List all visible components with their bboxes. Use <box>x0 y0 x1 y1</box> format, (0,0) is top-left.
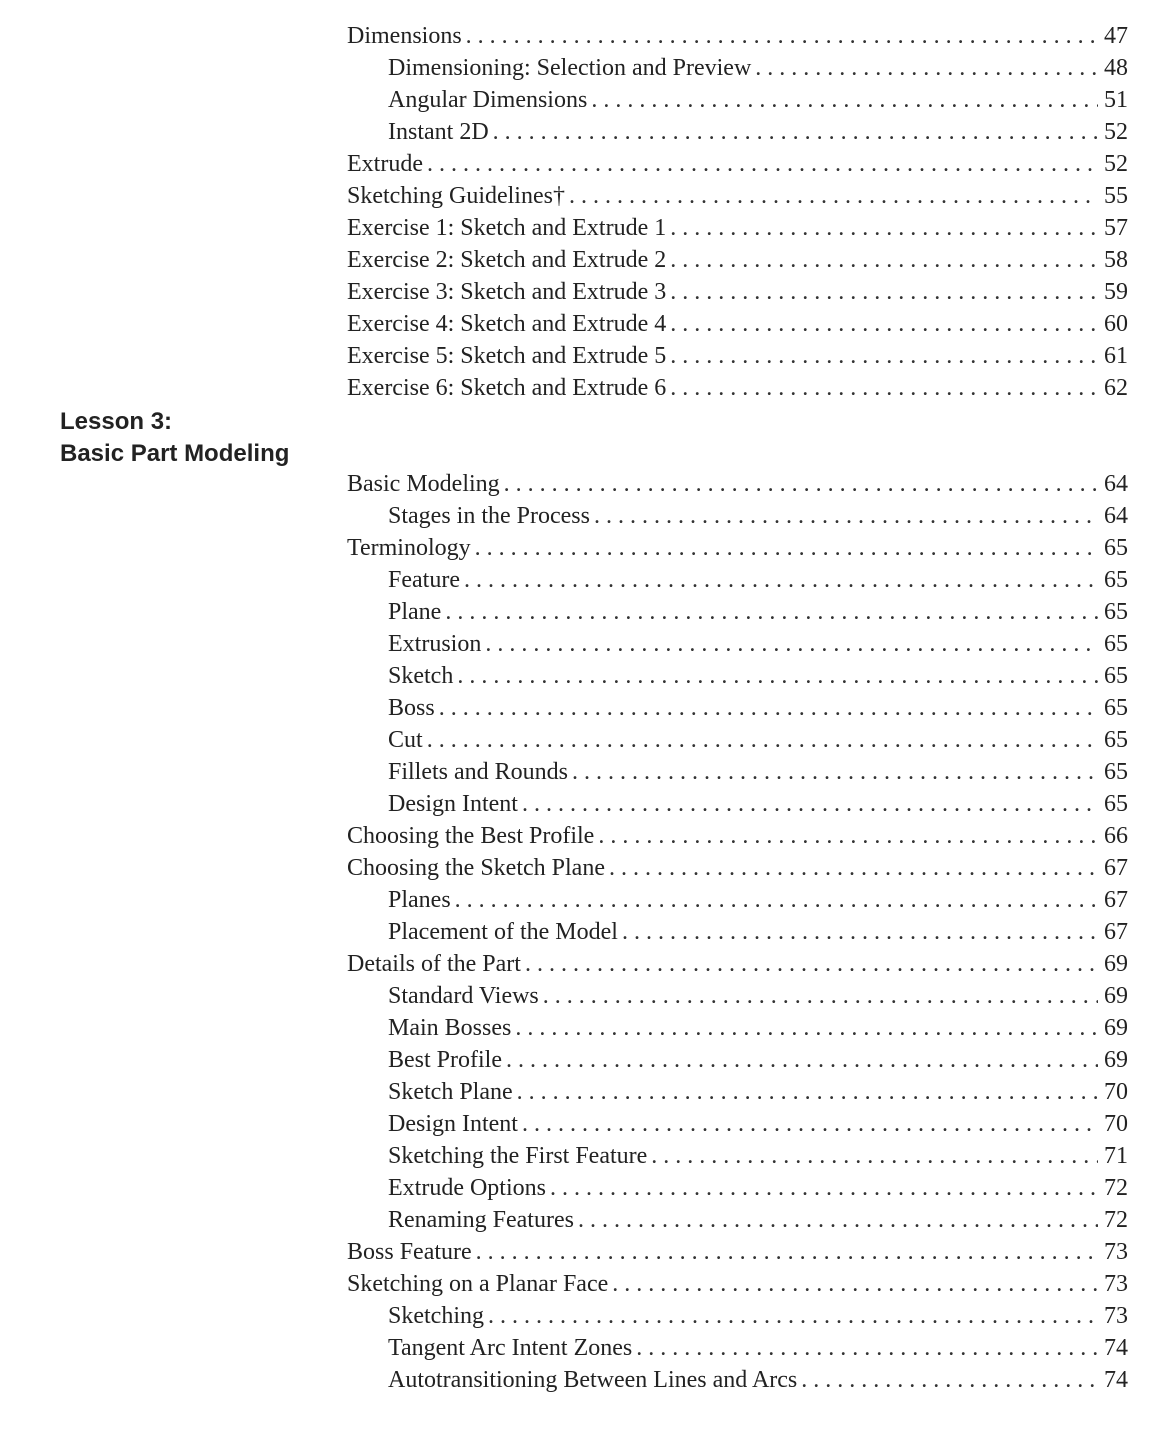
dot-leader <box>522 788 1098 820</box>
dot-leader <box>515 1012 1098 1044</box>
toc-entry-page-number: 73 <box>1104 1239 1128 1265</box>
lesson-heading <box>60 406 289 470</box>
dot-leader <box>569 180 1098 212</box>
toc-entry-title: Dimensions <box>347 23 462 49</box>
toc-entry-title: Angular Dimensions <box>388 87 588 113</box>
toc-subentry[interactable] <box>347 1364 1128 1396</box>
toc-entry-title: Placement of the Model <box>388 919 618 945</box>
toc-list-previous-lesson <box>347 20 1128 404</box>
dot-leader <box>427 148 1098 180</box>
toc-entry[interactable] <box>347 852 1128 884</box>
toc-entry-page-number: 65 <box>1104 631 1128 657</box>
toc-entry-page-number: 72 <box>1104 1175 1128 1201</box>
toc-subentry[interactable] <box>347 916 1128 948</box>
toc-entry-page-number: 64 <box>1104 471 1128 497</box>
toc-entry-title: Renaming Features <box>388 1207 574 1233</box>
toc-entry[interactable] <box>347 308 1128 340</box>
toc-entry[interactable] <box>347 532 1128 564</box>
dot-leader <box>670 244 1098 276</box>
toc-subentry[interactable] <box>347 1076 1128 1108</box>
toc-entry-title: Basic Modeling <box>347 471 500 497</box>
toc-subentry[interactable] <box>347 756 1128 788</box>
dot-leader <box>522 1108 1098 1140</box>
toc-entry-title: Extrude Options <box>388 1175 546 1201</box>
toc-subentry[interactable] <box>347 660 1128 692</box>
toc-entry-title: Details of the Part <box>347 951 521 977</box>
toc-entry-title: Extrusion <box>388 631 482 657</box>
dot-leader <box>670 308 1098 340</box>
toc-subentry[interactable] <box>347 884 1128 916</box>
toc-entry-title: Exercise 2: Sketch and Extrude 2 <box>347 247 667 273</box>
toc-subentry[interactable] <box>347 1140 1128 1172</box>
dot-leader <box>670 372 1098 404</box>
toc-entry-title: Extrude <box>347 151 423 177</box>
dot-leader <box>622 916 1098 948</box>
toc-entry-page-number: 74 <box>1104 1367 1128 1393</box>
dot-leader <box>636 1332 1098 1364</box>
toc-entry-title: Terminology <box>347 535 471 561</box>
toc-entry-page-number: 60 <box>1104 311 1128 337</box>
toc-entry-page-number: 67 <box>1104 919 1128 945</box>
toc-entry-page-number: 55 <box>1104 183 1128 209</box>
toc-entry[interactable] <box>347 148 1128 180</box>
toc-entry-title: Exercise 1: Sketch and Extrude 1 <box>347 215 667 241</box>
toc-entry-page-number: 67 <box>1104 887 1128 913</box>
toc-entry-page-number: 71 <box>1104 1143 1128 1169</box>
toc-entry-page-number: 64 <box>1104 503 1128 529</box>
dot-leader <box>464 564 1098 596</box>
toc-entry-page-number: 74 <box>1104 1335 1128 1361</box>
toc-entry-page-number: 65 <box>1104 663 1128 689</box>
toc-entry-page-number: 65 <box>1104 599 1128 625</box>
toc-entry[interactable] <box>347 20 1128 52</box>
toc-entry-page-number: 70 <box>1104 1111 1128 1137</box>
toc-entry-page-number: 61 <box>1104 343 1128 369</box>
toc-entry-page-number: 70 <box>1104 1079 1128 1105</box>
toc-entry-title: Exercise 3: Sketch and Extrude 3 <box>347 279 667 305</box>
dot-leader <box>427 724 1098 756</box>
toc-subentry[interactable] <box>347 1300 1128 1332</box>
dot-leader <box>445 596 1098 628</box>
toc-subentry[interactable] <box>347 500 1128 532</box>
toc-subentry[interactable] <box>347 724 1128 756</box>
toc-entry-title: Stages in the Process <box>388 503 590 529</box>
dot-leader <box>466 20 1098 52</box>
toc-entry-page-number: 65 <box>1104 759 1128 785</box>
toc-subentry[interactable] <box>347 564 1128 596</box>
toc-entry-title: Choosing the Best Profile <box>347 823 595 849</box>
toc-entry[interactable] <box>347 276 1128 308</box>
toc-entry-title: Design Intent <box>388 791 518 817</box>
toc-subentry[interactable] <box>347 692 1128 724</box>
toc-entry-page-number: 47 <box>1104 23 1128 49</box>
toc-entry-page-number: 65 <box>1104 567 1128 593</box>
toc-entry-title: Boss <box>388 695 435 721</box>
toc-entry-title: Boss Feature <box>347 1239 472 1265</box>
toc-entry-title: Autotransitioning Between Lines and Arcs <box>388 1367 798 1393</box>
dot-leader <box>485 628 1098 660</box>
toc-entry-page-number: 66 <box>1104 823 1128 849</box>
dot-leader <box>801 1364 1098 1396</box>
toc-entry-title: Sketching the First Feature <box>388 1143 648 1169</box>
toc-entry-title: Design Intent <box>388 1111 518 1137</box>
toc-entry-title: Sketching <box>388 1303 484 1329</box>
toc-entry-page-number: 62 <box>1104 375 1128 401</box>
dot-leader <box>543 980 1098 1012</box>
toc-list-lesson-3 <box>347 468 1128 1396</box>
toc-entry-page-number: 73 <box>1104 1271 1128 1297</box>
toc-entry-page-number: 72 <box>1104 1207 1128 1233</box>
toc-entry[interactable] <box>347 468 1128 500</box>
toc-entry-title: Feature <box>388 567 460 593</box>
dot-leader <box>488 1300 1098 1332</box>
toc-subentry[interactable] <box>347 1108 1128 1140</box>
toc-entry-title: Fillets and Rounds <box>388 759 569 785</box>
toc-subentry[interactable] <box>347 1332 1128 1364</box>
toc-subentry[interactable] <box>347 628 1128 660</box>
toc-entry-page-number: 58 <box>1104 247 1128 273</box>
dot-leader <box>476 1236 1098 1268</box>
dot-leader <box>455 884 1098 916</box>
toc-entry-page-number: 69 <box>1104 983 1128 1009</box>
toc-entry-title: Main Bosses <box>388 1015 512 1041</box>
toc-entry[interactable] <box>347 1236 1128 1268</box>
toc-entry-page-number: 69 <box>1104 1015 1128 1041</box>
dot-leader <box>506 1044 1098 1076</box>
toc-entry-page-number: 69 <box>1104 1047 1128 1073</box>
toc-entry-title: Sketching on a Planar Face <box>347 1271 609 1297</box>
toc-entry-title: Exercise 4: Sketch and Extrude 4 <box>347 311 667 337</box>
dot-leader <box>504 468 1098 500</box>
toc-entry-title: Sketch Plane <box>388 1079 513 1105</box>
toc-entry-title: Best Profile <box>388 1047 502 1073</box>
toc-entry[interactable] <box>347 180 1128 212</box>
toc-entry-title: Exercise 6: Sketch and Extrude 6 <box>347 375 667 401</box>
toc-entry-page-number: 73 <box>1104 1303 1128 1329</box>
dot-leader <box>439 692 1098 724</box>
toc-entry[interactable] <box>347 340 1128 372</box>
dot-leader <box>517 1076 1098 1108</box>
toc-entry-title: Planes <box>388 887 451 913</box>
toc-subentry[interactable] <box>347 1204 1128 1236</box>
toc-entry-title: Exercise 5: Sketch and Extrude 5 <box>347 343 667 369</box>
toc-subentry[interactable] <box>347 116 1128 148</box>
toc-entry-title: Sketch <box>388 663 454 689</box>
toc-entry-title: Choosing the Sketch Plane <box>347 855 605 881</box>
toc-entry-page-number: 65 <box>1104 535 1128 561</box>
dot-leader <box>670 340 1098 372</box>
toc-entry-page-number: 59 <box>1104 279 1128 305</box>
lesson-number: Lesson 3: <box>60 408 173 435</box>
toc-entry-page-number: 57 <box>1104 215 1128 241</box>
dot-leader <box>591 84 1098 116</box>
dot-leader <box>670 212 1098 244</box>
toc-entry[interactable] <box>347 948 1128 980</box>
dot-leader <box>550 1172 1098 1204</box>
lesson-title: Basic Part Modeling <box>60 440 290 467</box>
toc-entry-title: Sketching Guidelines† <box>347 183 565 209</box>
toc-entry-title: Standard Views <box>388 983 539 1009</box>
toc-entry-title: Dimensioning: Selection and Preview <box>388 55 752 81</box>
dot-leader <box>612 1268 1098 1300</box>
toc-entry-page-number: 65 <box>1104 727 1128 753</box>
toc-entry-page-number: 52 <box>1104 119 1128 145</box>
toc-subentry[interactable] <box>347 52 1128 84</box>
toc-subentry[interactable] <box>347 788 1128 820</box>
dot-leader <box>475 532 1098 564</box>
dot-leader <box>670 276 1098 308</box>
dot-leader <box>755 52 1098 84</box>
toc-entry-title: Tangent Arc Intent Zones <box>388 1335 633 1361</box>
toc-subentry[interactable] <box>347 1172 1128 1204</box>
dot-leader <box>578 1204 1098 1236</box>
toc-entry-page-number: 65 <box>1104 791 1128 817</box>
toc-entry[interactable] <box>347 212 1128 244</box>
dot-leader <box>598 820 1098 852</box>
dot-leader <box>572 756 1098 788</box>
dot-leader <box>457 660 1098 692</box>
dot-leader <box>609 852 1098 884</box>
toc-subentry[interactable] <box>347 1044 1128 1076</box>
toc-entry-page-number: 51 <box>1104 87 1128 113</box>
toc-entry[interactable] <box>347 372 1128 404</box>
toc-entry-page-number: 65 <box>1104 695 1128 721</box>
dot-leader <box>651 1140 1098 1172</box>
dot-leader <box>493 116 1098 148</box>
toc-entry-title: Instant 2D <box>388 119 489 145</box>
toc-entry[interactable] <box>347 1268 1128 1300</box>
toc-entry-page-number: 67 <box>1104 855 1128 881</box>
toc-subentry[interactable] <box>347 980 1128 1012</box>
toc-subentry[interactable] <box>347 84 1128 116</box>
toc-entry[interactable] <box>347 820 1128 852</box>
toc-entry-page-number: 48 <box>1104 55 1128 81</box>
toc-subentry[interactable] <box>347 596 1128 628</box>
toc-entry-page-number: 52 <box>1104 151 1128 177</box>
toc-subentry[interactable] <box>347 1012 1128 1044</box>
dot-leader <box>594 500 1098 532</box>
toc-entry-title: Plane <box>388 599 442 625</box>
dot-leader <box>525 948 1098 980</box>
toc-entry-page-number: 69 <box>1104 951 1128 977</box>
toc-entry-title: Cut <box>388 727 423 753</box>
toc-entry[interactable] <box>347 244 1128 276</box>
